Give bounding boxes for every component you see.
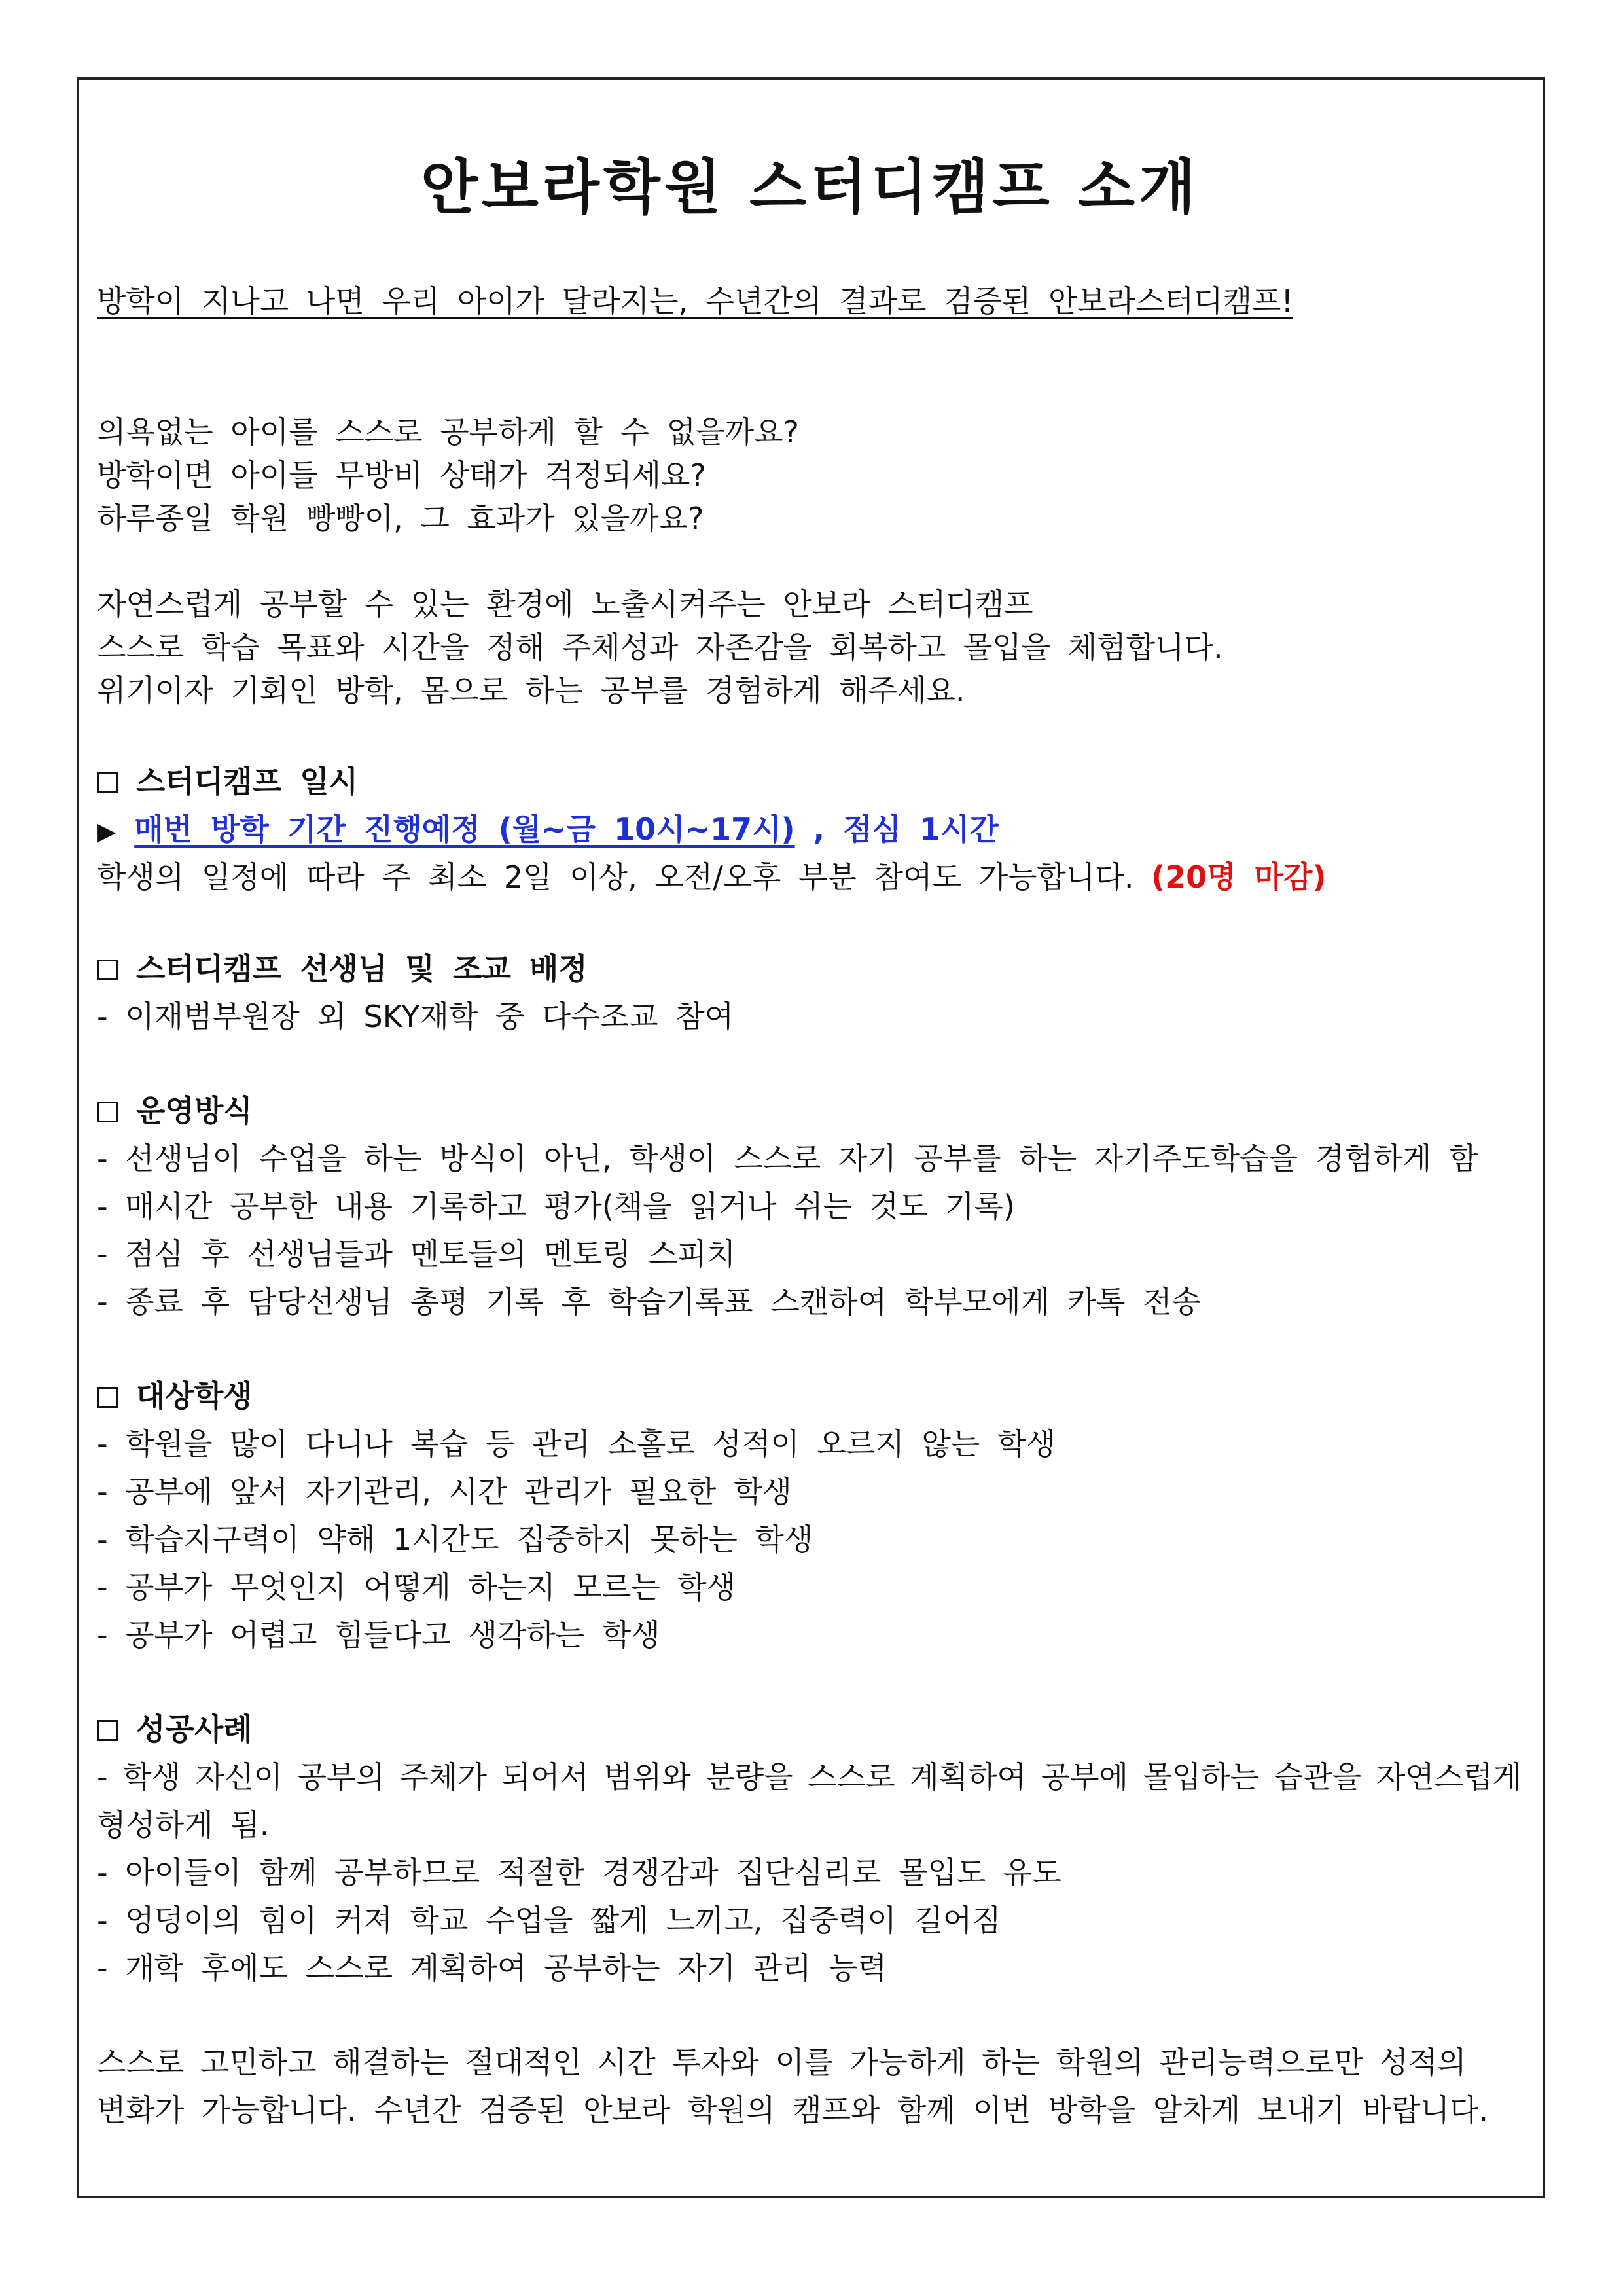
- section-heading-target: 대상학생: [97, 1376, 253, 1416]
- list-item: - 학생 자신이 공부의 주체가 되어서 범위와 분량을 스스로 계획하여 공부에 몰입하는 습관을 자연스럽게: [97, 1759, 1522, 1795]
- list-item: - 공부에 앞서 자기관리, 시간 관리가 필요한 학생: [97, 1474, 792, 1509]
- intro-question: 의욕없는 아이를 스스로 공부하게 할 수 없을까요?: [97, 414, 799, 450]
- intro-text: 위기이자 기회인 방학, 몸으로 하는 공부를 경험하게 해주세요.: [97, 673, 965, 708]
- list-item: - 학원을 많이 다니나 복습 등 관리 소홀로 성적이 오르지 않는 학생: [97, 1426, 1056, 1462]
- schedule-detail: 학생의 일정에 따라 주 최소 2일 이상, 오전/오후 부분 참여도 가능합니다. (20명 마감): [97, 859, 1327, 895]
- triangle-right-icon: ▶: [97, 817, 116, 846]
- list-item: - 선생님이 수업을 하는 방식이 아닌, 학생이 스스로 자기 공부를 하는 자기주도학습을 경험하게 함: [97, 1141, 1478, 1176]
- intro-text: 스스로 학습 목표와 시간을 정해 주체성과 자존감을 회복하고 몰입을 체험합니다.: [97, 630, 1223, 665]
- checkbox-square-icon: [97, 1720, 118, 1741]
- checkbox-square-icon: [97, 1387, 118, 1408]
- section-heading-success: 성공사례: [97, 1710, 253, 1749]
- schedule-highlight: [97, 810, 999, 851]
- capacity-limit: (20명 마감): [1151, 859, 1327, 895]
- list-item: - 점심 후 선생님들과 멘토들의 멘토링 스피치: [97, 1236, 736, 1272]
- intro-question: 하루종일 학원 빵빵이, 그 효과가 있을까요?: [97, 501, 704, 536]
- section-heading-operation: 운영방식: [97, 1091, 253, 1130]
- list-item: - 개학 후에도 스스로 계획하여 공부하는 자기 관리 능력: [97, 1950, 887, 1986]
- intro-question: 방학이면 아이들 무방비 상태가 걱정되세요?: [97, 457, 706, 493]
- list-item: - 아이들이 함께 공부하므로 적절한 경쟁감과 집단심리로 몰입도 유도: [97, 1855, 1061, 1890]
- schedule-period: 매번 방학 기간 진행예정 (월~금 10시~17시): [134, 812, 795, 847]
- intro-text: 자연스럽게 공부할 수 있는 환경에 노출시켜주는 안보라 스터디캠프: [97, 586, 1033, 622]
- checkbox-square-icon: [97, 1102, 118, 1122]
- list-item: - 학습지구력이 약해 1시간도 집중하지 못하는 학생: [97, 1522, 813, 1557]
- schedule-lunch: , 점심 1시간: [794, 812, 999, 847]
- list-item: - 엉덩이의 힘이 커져 학교 수업을 짧게 느끼고, 집중력이 길어짐: [97, 1903, 1001, 1938]
- list-item: - 공부가 어렵고 힘들다고 생각하는 학생: [97, 1617, 660, 1653]
- closing-text: 변화가 가능합니다. 수년간 검증된 안보라 학원의 캠프와 함께 이번 방학을 알차게 보내기 바랍니다.: [97, 2092, 1489, 2128]
- list-item: - 공부가 무엇인지 어떻게 하는지 모르는 학생: [97, 1570, 736, 1605]
- list-item-continued: 형성하게 됨.: [97, 1807, 270, 1842]
- page-title: 안보라학원 스터디캠프 소개: [421, 153, 1200, 222]
- section-heading-staff: 스터디캠프 선생님 및 조교 배정: [97, 949, 588, 988]
- section-heading-schedule: 스터디캠프 일시: [97, 762, 358, 801]
- list-item: - 종료 후 담당선생님 총평 기록 후 학습기록표 스캔하여 학부모에게 카톡 전송: [97, 1284, 1201, 1319]
- subtitle: 방학이 지나고 나면 우리 아이가 달라지는, 수년간의 결과로 검증된 안보라스터디캠프!: [97, 283, 1293, 319]
- list-item: - 이재범부원장 외 SKY재학 중 다수조교 참여: [97, 999, 734, 1034]
- list-item: - 매시간 공부한 내용 기록하고 평가(책을 읽거나 쉬는 것도 기록): [97, 1189, 1015, 1224]
- closing-text: 스스로 고민하고 해결하는 절대적인 시간 투자와 이를 가능하게 하는 학원의 관리능력으로만 성적의: [97, 2045, 1467, 2080]
- checkbox-square-icon: [97, 960, 118, 980]
- checkbox-square-icon: [97, 772, 118, 793]
